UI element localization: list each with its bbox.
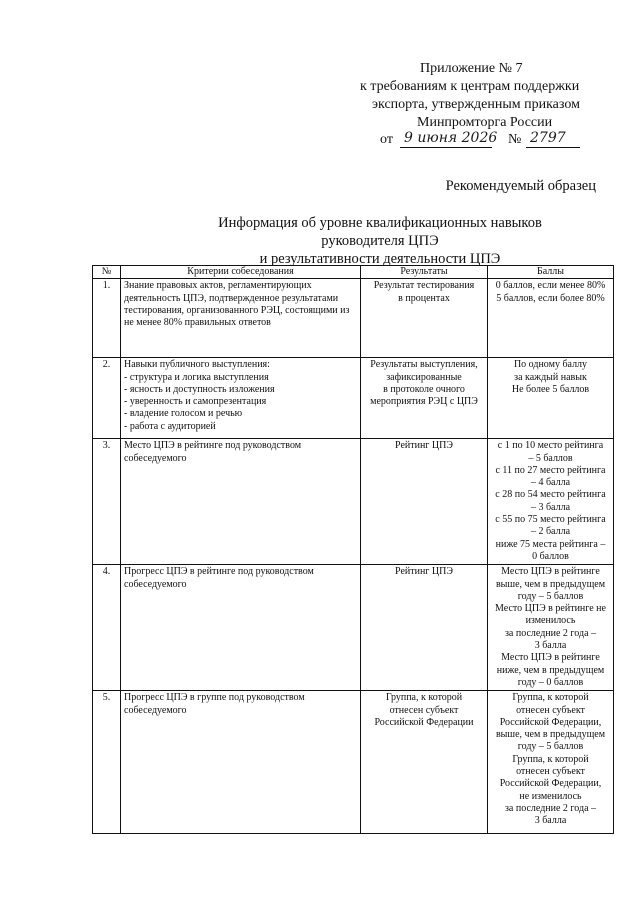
recommended-sample-label: Рекомендуемый образец (445, 178, 596, 194)
results-cell: Результаты выступления, зафиксированные в протоколе очного мероприятия РЭЦ с ЦПЭ (361, 358, 488, 439)
results-cell: Рейтинг ЦПЭ (361, 565, 488, 691)
table-row (93, 691, 614, 834)
criteria-cell: Навыки публичного выступления: - структура и логика выступления - ясность и доступность изложения - уверенность и самопрезентация - владение голосом и речью - работа с аудиторией (121, 358, 361, 439)
results-cell: Группа, к которой отнесен субъект Российской Федерации (361, 691, 488, 834)
qualification-table (92, 265, 614, 834)
handwritten-date: 9 июня 2026 (404, 130, 498, 146)
appendix-subtitle-line2: экспорта, утвержденным приказом (372, 97, 580, 112)
title-line-1: Информация об уровне квалификационных навыков руководителя ЦПЭ (218, 215, 542, 249)
date-underline (400, 147, 492, 148)
document-title (0, 214, 640, 268)
results-cell: Рейтинг ЦПЭ (361, 439, 488, 565)
header-number: № (93, 266, 121, 279)
criteria-cell: Знание правовых актов, регламентирующих деятельность ЦПЭ, подтвержденное результатами тестирования, организованного РЭЦ, состоящими из не менее 80% правильных ответов (121, 279, 361, 358)
row-number: 4. (93, 565, 121, 691)
table-row (93, 279, 614, 358)
scores-cell: Группа, к которой отнесен субъект Российской Федерации, выше, чем в предыдущем году – 5 баллов Группа, к которой отнесен субъект Российской Федерации, не изменилось за последние 2 года – 3 балла (488, 691, 614, 834)
table-row (93, 565, 614, 691)
appendix-subtitle-line3: Минпромторга России (417, 115, 553, 130)
appendix-number: Приложение № 7 (420, 61, 523, 76)
row-number: 3. (93, 439, 121, 565)
title-line-2: и результативности деятельности ЦПЭ (259, 251, 501, 267)
scores-cell: с 1 по 10 место рейтинга – 5 баллов с 11 по 27 место рейтинга – 4 балла с 28 по 54 место рейтинга – 3 балла с 55 по 75 место рейтинга – 2 балла ниже 75 места рейтинга – 0 баллов (488, 439, 614, 565)
number-underline (526, 147, 580, 148)
handwritten-number: 2797 (530, 130, 566, 146)
table-header-row (93, 266, 614, 279)
row-number: 2. (93, 358, 121, 439)
header-criteria: Критерии собеседования (121, 266, 361, 279)
criteria-cell: Прогресс ЦПЭ в группе под руководством собеседуемого (121, 691, 361, 834)
appendix-subtitle-line1: к требованиям к центрам поддержки (360, 79, 580, 94)
row-number: 1. (93, 279, 121, 358)
table-row (93, 439, 614, 565)
header-results: Результаты (361, 266, 488, 279)
number-label: № (508, 132, 522, 147)
scores-cell: 0 баллов, если менее 80% 5 баллов, если более 80% (488, 279, 614, 358)
header-scores: Баллы (488, 266, 614, 279)
results-cell: Результат тестирования в процентах (361, 279, 488, 358)
from-label: от (380, 132, 393, 147)
criteria-cell: Прогресс ЦПЭ в рейтинге под руководством собеседуемого (121, 565, 361, 691)
criteria-cell: Место ЦПЭ в рейтинге под руководством собеседуемого (121, 439, 361, 565)
scores-cell: Место ЦПЭ в рейтинге выше, чем в предыдущем году – 5 баллов Место ЦПЭ в рейтинге не изменилось за последние 2 года – 3 балла Место ЦПЭ в рейтинге ниже, чем в предыдущем году – 0 баллов (488, 565, 614, 691)
row-number: 5. (93, 691, 121, 834)
table-row (93, 358, 614, 439)
scores-cell: По одному баллу за каждый навык Не более 5 баллов (488, 358, 614, 439)
